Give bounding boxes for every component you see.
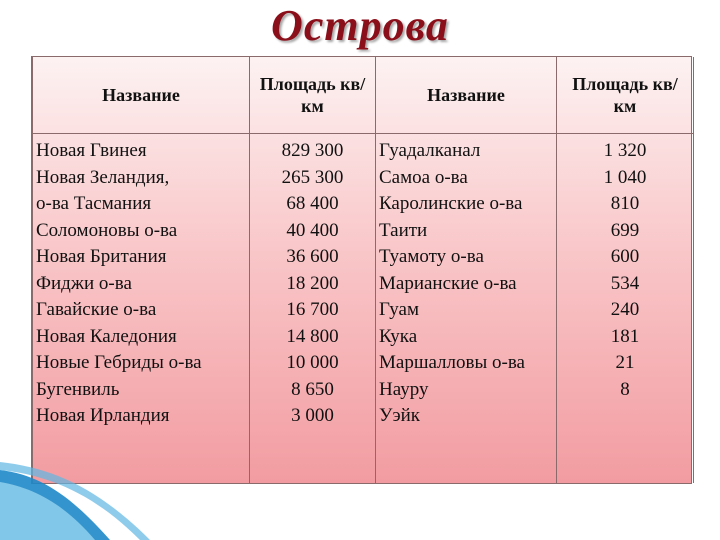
- island-name: Уэйк: [379, 405, 421, 426]
- right-areas-cell: [557, 134, 694, 484]
- island-area: 40 400: [286, 219, 339, 241]
- islands-table: [31, 56, 692, 484]
- island-area: 8 650: [291, 378, 334, 400]
- island-name: Новая Британия: [36, 246, 167, 267]
- island-name: Новые Гебриды о-ва: [36, 352, 202, 373]
- island-name: о-ва Тасмания: [36, 193, 152, 214]
- island-name: Кука: [379, 325, 418, 347]
- island-name: Новая Ирландия: [36, 405, 170, 426]
- left-areas-cell: [250, 134, 376, 484]
- island-name: Фиджи о-ва: [36, 272, 132, 294]
- island-area: 600: [610, 246, 640, 267]
- island-name: Новая Зеландия,: [36, 166, 170, 188]
- island-area: 36 600: [286, 246, 339, 267]
- island-area: 1 320: [603, 140, 647, 161]
- island-area: 8: [620, 378, 630, 400]
- island-area: 699: [610, 219, 640, 241]
- island-name: Гавайские о-ва: [36, 299, 157, 320]
- island-area: 14 800: [286, 325, 339, 347]
- header-name-right: Название: [376, 57, 557, 134]
- island-name: Новая Каледония: [36, 325, 177, 347]
- island-name: Самоа о-ва: [379, 166, 468, 188]
- island-name: Каролинские о-ва: [379, 193, 523, 214]
- slide-title: Острова: [271, 1, 449, 50]
- island-area: 240: [610, 299, 640, 320]
- island-name: Гуам: [379, 299, 419, 320]
- island-area: 18 200: [286, 272, 339, 294]
- right-names-cell: [376, 134, 557, 484]
- island-area: 68 400: [286, 193, 339, 214]
- decorative-swoosh: [0, 450, 200, 540]
- island-area: 265 300: [281, 166, 344, 188]
- island-area: 21: [615, 352, 635, 373]
- island-name: Маршалловы о-ва: [379, 352, 525, 373]
- island-name: Новая Гвинея: [36, 140, 147, 161]
- island-name: Марианские о-ва: [379, 272, 517, 294]
- island-area: 810: [610, 193, 640, 214]
- island-area: 1 040: [603, 166, 647, 188]
- left-names-cell: [33, 134, 250, 484]
- header-area-left: Площадь кв/км: [250, 57, 376, 134]
- island-area: 181: [610, 325, 640, 347]
- island-area: 10 000: [286, 352, 339, 373]
- island-name: Науру: [379, 378, 429, 400]
- island-area: 3 000: [291, 405, 334, 426]
- table-body-row: [33, 134, 694, 484]
- island-area: 829 300: [281, 140, 344, 161]
- island-name: Соломоновы о-ва: [36, 219, 178, 241]
- island-name: Гуадалканал: [379, 140, 481, 161]
- island-name: Таити: [379, 219, 428, 241]
- island-area: 534: [610, 272, 640, 294]
- island-name: Бугенвиль: [36, 378, 120, 400]
- header-name-left: Название: [33, 57, 250, 134]
- island-area: 16 700: [286, 299, 339, 320]
- header-area-right: Площадь кв/км: [557, 57, 694, 134]
- header-row: [33, 57, 694, 134]
- island-name: Туамоту о-ва: [379, 246, 484, 267]
